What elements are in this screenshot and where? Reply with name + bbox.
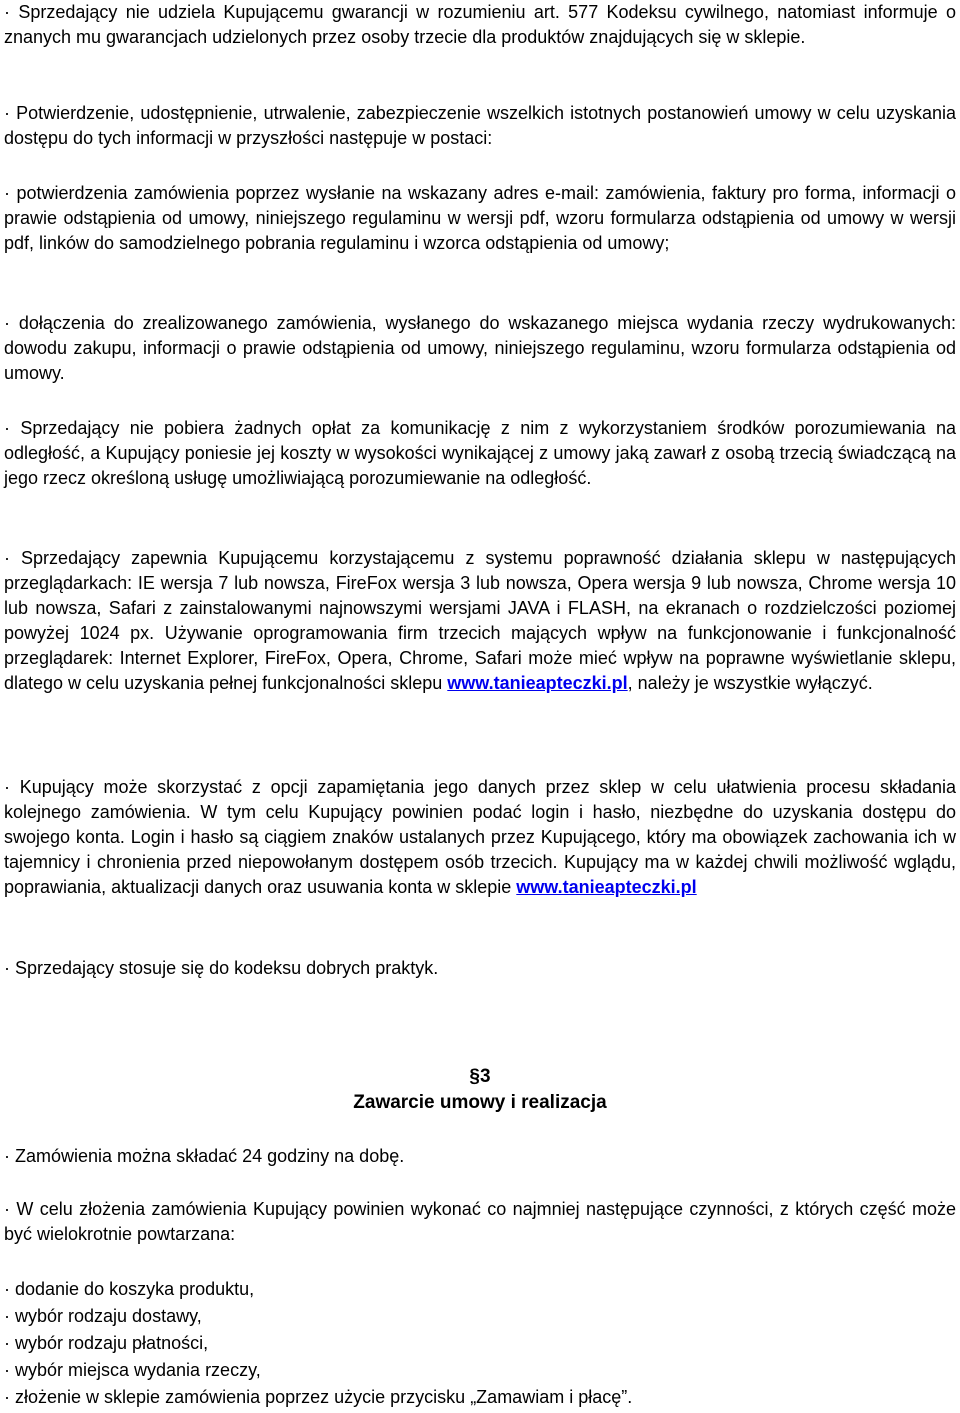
paragraph-good-practice: · Sprzedający stosuje się do kodeksu dobrych praktyk. — [4, 958, 439, 978]
list-item: · wybór rodzaju dostawy, — [4, 1306, 202, 1326]
shop-link[interactable]: www.tanieapteczki.pl — [447, 673, 628, 693]
list-item: · wybór rodzaju płatności, — [4, 1333, 209, 1353]
paragraph-order-hours: · Zamówienia można składać 24 godziny na dobę. — [4, 1146, 405, 1166]
paragraph-account-data — [4, 775, 956, 900]
shop-link-2[interactable]: www.tanieapteczki.pl — [516, 877, 697, 897]
list-item: · dodanie do koszyka produktu, — [4, 1279, 255, 1299]
paragraph-browser-support-end: , należy je wszystkie wyłączyć. — [627, 673, 873, 693]
paragraph-contract-confirmation: · Potwierdzenie, udostępnienie, utrwalenie, zabezpieczenie wszelkich istotnych postanowień umowy w celu uzyskania dostępu do tych informacji w przyszłości następuje w postaci: — [4, 103, 956, 148]
paragraph-browser-support — [4, 546, 956, 696]
paragraph-printed-documents: · dołączenia do zrealizowanego zamówienia, wysłanego do wskazanego miejsca wydania rzeczy wydrukowanych: dowodu zakupu, informacji o prawie odstąpienia od umowy, niniejszego regulaminu, wzoru formularza odstąpienia od umowy. — [4, 313, 956, 383]
section-title: Zawarcie umowy i realizacja — [353, 1092, 607, 1113]
paragraph-account-data-text: · Kupujący może skorzystać z opcji zapamiętania jego danych przez sklep w celu ułatwienia procesu składania kolejnego zamówienia. W tym celu Kupujący powinien podać login i hasło, niezbędne do uzyskania dostępu do swojego konta. Login i hasło są ciągiem znaków ustalanych przez Kupującego, który ma obowiązek zachowania ich w tajemnicy i chronienia przed niepowołanym dostępem osób trzecich. Kupujący ma w każdej chwili możliwość wglądu, poprawiania, aktualizacji danych oraz usuwania konta w sklepie — [4, 777, 956, 897]
paragraph-warranty-info: · Sprzedający nie udziela Kupującemu gwarancji w rozumieniu art. 577 Kodeksu cywilnego, natomiast informuje o znanych mu gwarancjach udzielonych przez osoby trzecie dla produktów znajdujących się w sklepie. — [4, 2, 956, 47]
paragraph-order-steps-intro: · W celu złożenia zamówienia Kupujący powinien wykonać co najmniej następujące czynności, z których część może być wielokrotnie powtarzana: — [4, 1199, 956, 1244]
paragraph-order-confirmation-email: · potwierdzenia zamówienia poprzez wysłanie na wskazany adres e-mail: zamówienia, faktury pro forma, informacji o prawie odstąpienia od umowy, niniejszego regulaminu w wersji pdf, wzoru formularza odstąpienia od umowy w wersji pdf, linków do samodzielnego pobrania regulaminu i wzorca odstąpienia od umowy; — [4, 183, 956, 253]
section-number: §3 — [469, 1066, 491, 1087]
section-heading — [4, 1064, 956, 1116]
list-item: · złożenie w sklepie zamówienia poprzez użycie przycisku „Zamawiam i płacę”. — [4, 1387, 633, 1407]
paragraph-browser-support-text: · Sprzedający zapewnia Kupującemu korzystającemu z systemu poprawność działania sklepu w następujących przeglądarkach: IE wersja 7 lub nowsza, FireFox wersja 3 lub nowsza, Opera wersja 9 lub nowsza, Chrome wersja 10 lub nowsza, Safari z zainstalowanymi najnowszymi wersjami JAVA i FLASH, na ekranach o rozdzielczości poziomej powyżej 1024 px. Używanie oprogramowania firm trzecich mających wpływ na funkcjonowanie i funkcjonalność przeglądarek: Internet Explorer, FireFox, Opera, Chrome, Safari może mieć wpływ na poprawne wyświetlanie sklepu, dlatego w celu uzyskania pełnej funkcjonalności sklepu — [4, 548, 956, 693]
paragraph-communication-costs: · Sprzedający nie pobiera żadnych opłat za komunikację z nim z wykorzystaniem środków porozumiewania na odległość, a Kupujący poniesie jej koszty w wysokości wynikającej z umowy jaką zawarł z osobą trzecią świadczącą na jego rzecz określoną usługę umożliwiającą porozumiewanie na odległość. — [4, 418, 956, 488]
list-item: · wybór miejsca wydania rzeczy, — [4, 1360, 261, 1380]
